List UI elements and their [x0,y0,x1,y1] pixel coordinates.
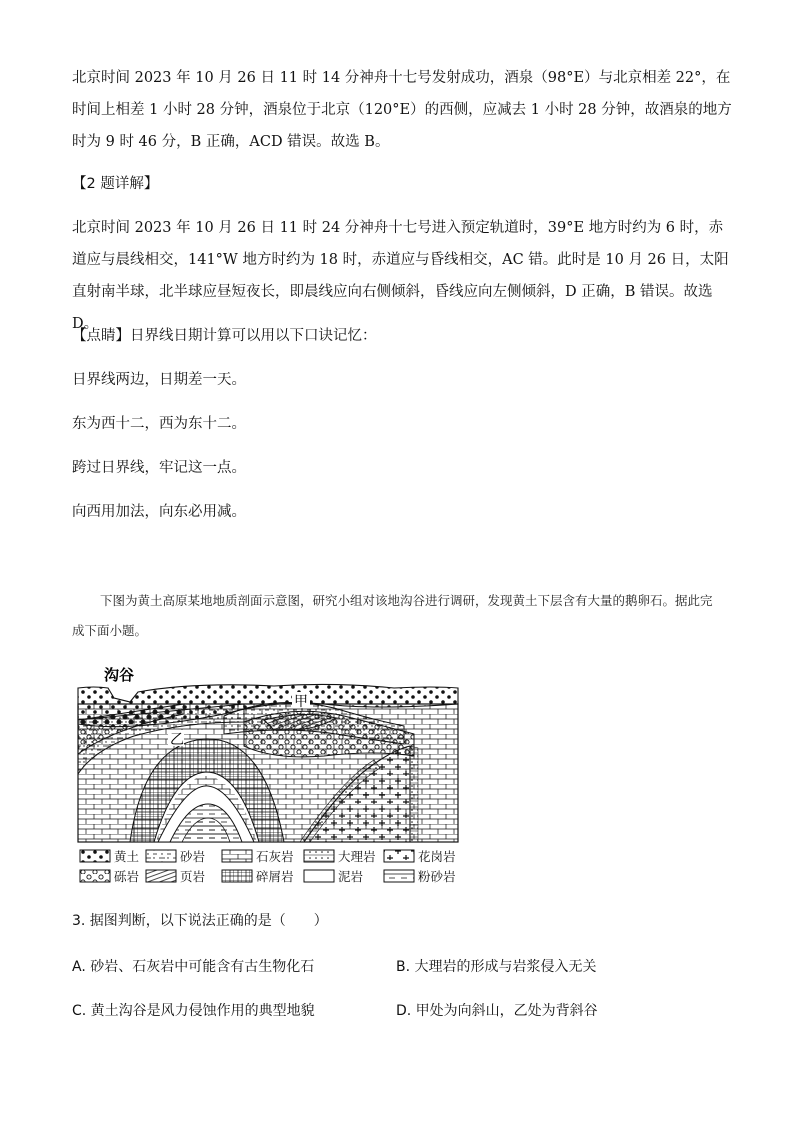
rhyme-line-4: 向西用加法，向东必用减。 [72,504,246,520]
legend-mudstone: 泥岩 [338,869,364,884]
legend-limestone: 石灰岩 [256,849,294,864]
legend-conglomerate: 砾岩 [114,869,140,884]
valley-label: 沟谷 [104,666,135,684]
legend-breccia: 碎屑岩 [256,869,294,884]
legend-shale: 页岩 [180,869,206,884]
legend-granite: 花岗岩 [418,849,456,864]
stem-text: 下图为黄土高原某地地质剖面示意图，研究小组对该地沟谷进行调研，发现黄土下层含有大量的鹅卵石。据此完成下面小题。 [72,593,713,638]
option-b[interactable]: B. 大理岩的形成与岩浆侵入无关 [396,959,597,975]
legend-siltstone: 粉砂岩 [418,869,456,884]
legend [80,849,456,884]
yi-label: 乙 [170,732,184,748]
jia-label: 甲 [294,694,308,710]
option-a[interactable]: A. 砂岩、石灰岩中可能含有古生物化石 [72,959,315,975]
rhyme-line-3: 跨过日界线，牢记这一点。 [72,460,246,476]
rhyme-line-1: 日界线两边，日期差一天。 [72,372,246,388]
question-3-stem: 3. 据图判断，以下说法正确的是（ ） [72,913,328,929]
tip-heading: 【点睛】日界线日期计算可以用以下口诀记忆： [72,328,377,344]
explanation-paragraph-1: 北京时间 2023 年 10 月 26 日 11 时 14 分神舟十七号发射成功，酒泉（98°E）与北京相差 22°，在时间上相差 1 小时 28 分钟，酒泉位于北京（120°E）的西侧，应减去 1 小时 28 分钟，故酒泉的地方时为 9 时 46 分，B 正确，ACD 错误。故选 B。 [72,70,732,150]
question-group-stem [72,586,722,646]
option-c[interactable]: C. 黄土沟谷是风力侵蚀作用的典型地貌 [72,1003,315,1019]
geologic-cross-section-figure [74,664,474,888]
rhyme-line-2: 东为西十二，西为东十二。 [72,416,246,432]
legend-sandstone: 砂岩 [180,849,206,864]
section-heading-2: 【2 题详解】 [72,176,159,192]
explanation-paragraph-2: 北京时间 2023 年 10 月 26 日 11 时 24 分神舟十七号进入预定轨道时，39°E 地方时约为 6 时，赤道应与晨线相交，141°W 地方时约为 18 时，赤道应与昏线相交，AC 错。此时是 10 月 26 日，太阳直射南半球，北半球应昼短夜长，即晨线应向右侧倾斜，昏线应向左侧倾斜，D 正确，B 错误。故选 D。 [72,220,729,332]
option-d[interactable]: D. 甲处为向斜山，乙处为背斜谷 [396,1003,598,1019]
legend-loess: 黄土 [114,849,140,864]
legend-marble: 大理岩 [338,849,376,864]
